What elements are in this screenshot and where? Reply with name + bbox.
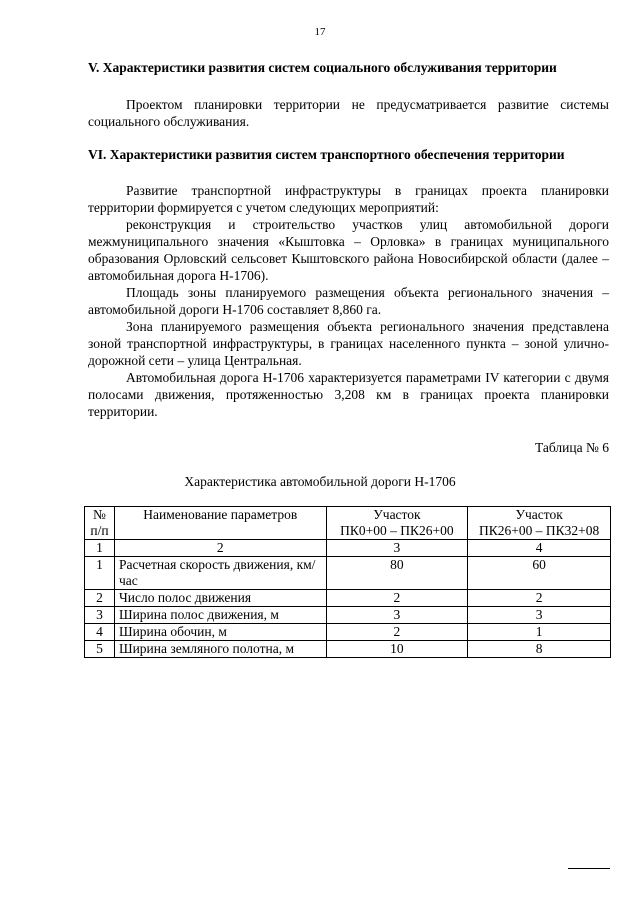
index-cell: 4 <box>468 540 611 557</box>
parameter-name: Ширина полос движения, м <box>114 607 326 624</box>
table-label: Таблица № 6 <box>535 440 609 455</box>
section-6-heading: VI. Характеристики развития систем транспортного обеспечения территории <box>88 147 565 162</box>
row-number: 4 <box>85 624 115 641</box>
header-section-1-line1: Участок <box>373 507 421 522</box>
table-row <box>85 590 611 607</box>
parameter-name: Ширина земляного полотна, м <box>114 641 326 658</box>
paragraph: Развитие транспортной инфраструктуры в границах проекта планировки территории формируется с учетом следующих мероприятий: <box>88 183 609 215</box>
section-1-value: 2 <box>326 624 468 641</box>
header-section-2-line1: Участок <box>515 507 563 522</box>
section-2-value: 60 <box>468 557 611 590</box>
index-cell: 3 <box>326 540 468 557</box>
section-1-value: 10 <box>326 641 468 658</box>
index-cell: 1 <box>85 540 115 557</box>
table-row <box>85 624 611 641</box>
section-5-text <box>88 96 609 130</box>
section-2-value: 3 <box>468 607 611 624</box>
table-row <box>85 607 611 624</box>
table-index-row <box>85 540 611 557</box>
section-2-value: 1 <box>468 624 611 641</box>
section-6-text <box>88 182 609 420</box>
header-number <box>85 507 115 540</box>
section-1-value: 3 <box>326 607 468 624</box>
signature-line <box>568 868 610 869</box>
road-parameters-table <box>84 506 611 658</box>
row-number: 1 <box>85 557 115 590</box>
table-title: Характеристика автомобильной дороги Н-1706 <box>184 474 456 489</box>
header-number-line1: № <box>93 507 106 522</box>
paragraph: Площадь зоны планируемого размещения объекта регионального значения – автомобильной дороги Н-1706 составляет 8,860 га. <box>88 285 609 317</box>
header-section-2 <box>468 507 611 540</box>
row-number: 2 <box>85 590 115 607</box>
section-2-value: 2 <box>468 590 611 607</box>
paragraph: Проектом планировки территории не предусматривается развитие системы социального обслуживания. <box>88 97 609 129</box>
section-2-value: 8 <box>468 641 611 658</box>
paragraph: Автомобильная дорога Н-1706 характеризуется параметрами IV категории с двумя полосами движения, протяженностью 3,208 км в границах проекта планировки территории. <box>88 370 609 419</box>
parameter-name: Число полос движения <box>114 590 326 607</box>
row-number: 3 <box>85 607 115 624</box>
header-section-2-line2: ПК26+00 – ПК32+08 <box>479 523 600 538</box>
header-number-line2: п/п <box>90 523 109 538</box>
parameter-name: Ширина обочин, м <box>114 624 326 641</box>
table-row <box>85 641 611 658</box>
section-5-heading: V. Характеристики развития систем социального обслуживания территории <box>88 60 557 75</box>
table-row <box>85 557 611 590</box>
parameter-name: Расчетная скорость движения, км/час <box>114 557 326 590</box>
section-1-value: 2 <box>326 590 468 607</box>
header-section-1 <box>326 507 468 540</box>
paragraph: Зона планируемого размещения объекта регионального значения представлена зоной транспортной инфраструктуры, в границах населенного пункта – зоной улично-дорожной сети – улица Центральная. <box>88 319 609 368</box>
page-number: 17 <box>314 26 326 38</box>
table-header-row <box>85 507 611 540</box>
paragraph: реконструкция и строительство участков улиц автомобильной дороги межмуниципального значения «Кыштовка – Орловка» в границах муниципального образования Орловский сельсовет Кыштовского района Новосибирской области (далее – автомобильная дорога Н-1706). <box>88 217 609 283</box>
section-1-value: 80 <box>326 557 468 590</box>
row-number: 5 <box>85 641 115 658</box>
index-cell: 2 <box>114 540 326 557</box>
header-name: Наименование параметров <box>114 507 326 540</box>
header-section-1-line2: ПК0+00 – ПК26+00 <box>340 523 454 538</box>
